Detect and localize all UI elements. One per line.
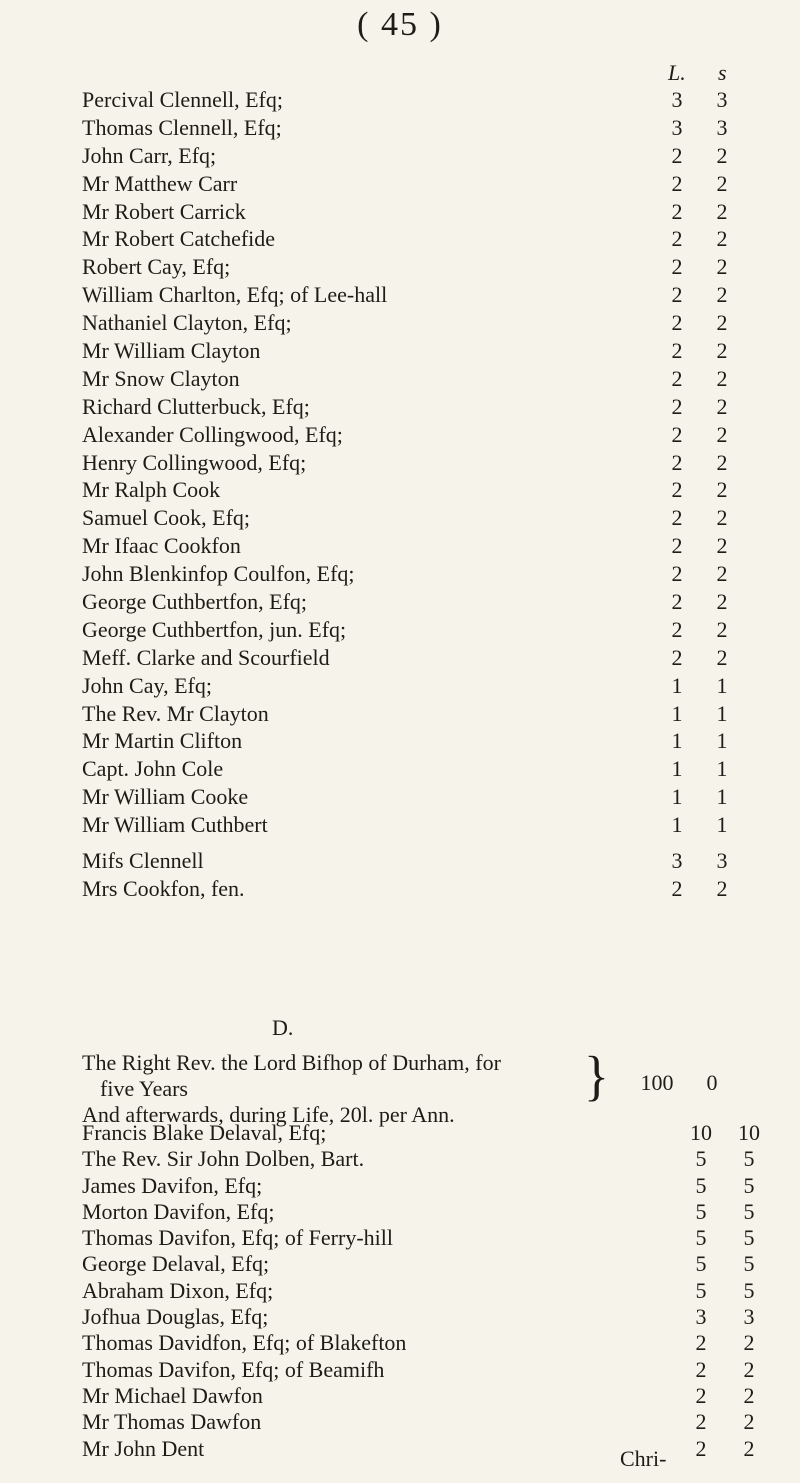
subscriber-row (82, 1172, 755, 1199)
pounds-amount: 5 (695, 1225, 707, 1251)
subscriber-name: Thomas Clennell, Efq; (82, 114, 282, 140)
subscriber-row (82, 1382, 755, 1409)
subscriber-name: Thomas Davifon, Efq; of Beamifh (82, 1356, 385, 1382)
pounds-amount: 2 (671, 505, 683, 531)
shillings-amount: 2 (716, 282, 728, 308)
subscriber-row (82, 114, 728, 142)
shillings-amount: 2 (716, 561, 728, 587)
subscriber-name: George Cuthbertfon, Efq; (82, 589, 308, 615)
subscriber-row (82, 755, 728, 783)
shillings-amount: 3 (743, 1304, 755, 1330)
subscriber-row (82, 616, 728, 644)
pounds-amount: 3 (671, 114, 683, 140)
bishop-pounds: 100 (640, 1070, 674, 1095)
subscriber-name: Mr Ifaac Cookfon (82, 533, 241, 559)
subscriber-row (82, 476, 728, 504)
pounds-amount: 2 (671, 393, 683, 419)
pounds-amount: 2 (671, 449, 683, 475)
bishop-shillings: 0 (706, 1070, 718, 1095)
shillings-amount: 1 (716, 784, 728, 810)
shillings-amount: 5 (743, 1146, 755, 1172)
subscriber-row (82, 1304, 755, 1330)
pounds-amount: 5 (695, 1198, 707, 1224)
pounds-amount: 1 (671, 672, 683, 698)
subscriber-row (82, 783, 728, 811)
subscriber-name: Mr Michael Dawfon (82, 1382, 263, 1408)
bishop-entry-line: And afterwards, during Life, 20l. per Ann. (82, 1102, 455, 1127)
subscriber-name: Mr Robert Catchefide (82, 226, 276, 252)
subscriber-row (82, 1356, 755, 1383)
pounds-amount: 5 (695, 1146, 707, 1172)
subscriber-name: Mr William Clayton (82, 338, 261, 364)
subscriber-name: Jofhua Douglas, Efq; (82, 1304, 269, 1330)
subscriber-row (82, 449, 728, 477)
subscriber-row (82, 281, 728, 309)
subscriber-name: John Blenkinfop Coulfon, Efq; (82, 561, 355, 587)
shillings-amount: 3 (716, 114, 728, 140)
subscriber-name: Francis Blake Delaval, Efq; (82, 1120, 327, 1145)
subscriber-name: Mr Thomas Dawfon (82, 1409, 262, 1435)
pounds-amount: 1 (671, 700, 683, 726)
shillings-amount: 2 (716, 875, 728, 901)
pounds-amount: 5 (695, 1172, 707, 1198)
shillings-amount: 1 (716, 756, 728, 782)
subscriber-row (82, 1198, 755, 1225)
subscriber-name: John Carr, Efq; (82, 142, 217, 168)
subscriber-row (82, 644, 728, 672)
pounds-amount: 1 (671, 784, 683, 810)
subscriber-row (82, 504, 728, 532)
subscriber-row (82, 225, 728, 253)
pounds-amount: 2 (671, 226, 683, 252)
shillings-amount: 2 (716, 254, 728, 280)
subscriber-row (82, 560, 728, 588)
shillings-amount: 2 (716, 589, 728, 615)
subscriber-name: Mifs Clennell (82, 848, 204, 874)
pounds-amount: 2 (671, 875, 683, 901)
pounds-amount: 1 (671, 812, 683, 838)
subscriber-name: James Davifon, Efq; (82, 1172, 263, 1198)
shillings-amount: 2 (716, 421, 728, 447)
subscriber-name: The Rev. Mr Clayton (82, 700, 269, 726)
subscriber-name: Morton Davifon, Efq; (82, 1198, 275, 1224)
subscriber-name: Mr Matthew Carr (82, 170, 238, 196)
pounds-amount: 2 (671, 310, 683, 336)
shillings-amount: 2 (716, 365, 728, 391)
pounds-amount: 2 (695, 1435, 707, 1461)
subscriber-row (82, 421, 728, 449)
subscriber-row (82, 142, 728, 170)
subscriber-row (82, 1225, 755, 1251)
subscriber-row (82, 875, 728, 903)
subscriber-name: William Charlton, Efq; of Lee-hall (82, 282, 388, 308)
pounds-amount: 1 (671, 728, 683, 754)
shillings-amount: 2 (716, 616, 728, 642)
pounds-amount: 10 (690, 1120, 712, 1145)
shillings-amount: 2 (716, 449, 728, 475)
pounds-amount: 2 (695, 1330, 707, 1356)
subscriber-row (82, 393, 728, 421)
pounds-amount: 2 (671, 198, 683, 224)
shillings-amount: 2 (716, 644, 728, 670)
subscriber-name: Mr Ralph Cook (82, 477, 221, 503)
subscriber-name: Abraham Dixon, Efq; (82, 1277, 274, 1303)
shillings-amount: 1 (716, 728, 728, 754)
pounds-amount: 2 (671, 365, 683, 391)
subscriber-row (82, 1409, 755, 1435)
shillings-amount: 5 (743, 1251, 755, 1277)
subscriber-row (82, 811, 728, 839)
subscriber-name: Nathaniel Clayton, Efq; (82, 310, 292, 336)
subscriber-name: Mr Robert Carrick (82, 198, 246, 224)
subscriber-name: Mr William Cuthbert (82, 812, 268, 838)
subscriber-name: Mr Martin Clifton (82, 728, 243, 754)
shillings-amount: 2 (716, 142, 728, 168)
bishop-entry-line: five Years (100, 1076, 188, 1101)
subscriber-row (82, 727, 728, 755)
subscriber-name: Richard Clutterbuck, Efq; (82, 393, 310, 419)
pounds-amount: 2 (671, 616, 683, 642)
shillings-amount: 1 (716, 700, 728, 726)
subscriber-row (82, 1251, 755, 1277)
subscriber-name: The Rev. Sir John Dolben, Bart. (82, 1146, 365, 1172)
subscriber-name: Mrs Cookfon, fen. (82, 875, 245, 901)
shillings-column-header: s (718, 60, 727, 85)
pounds-amount: 2 (671, 421, 683, 447)
pounds-amount: 5 (695, 1277, 707, 1303)
subscriber-name: John Cay, Efq; (82, 672, 212, 698)
shillings-amount: 2 (716, 393, 728, 419)
subscriber-name: Mr John Dent (82, 1435, 205, 1461)
shillings-amount: 2 (743, 1330, 755, 1356)
subscriber-name: George Cuthbertfon, jun. Efq; (82, 616, 347, 642)
shillings-amount: 2 (716, 533, 728, 559)
subscriber-list-c (82, 86, 728, 903)
shillings-amount: 10 (738, 1120, 760, 1145)
subscriber-name: Samuel Cook, Efq; (82, 505, 251, 531)
shillings-amount: 3 (716, 87, 728, 112)
subscriber-row (82, 253, 728, 281)
pounds-amount: 2 (671, 477, 683, 503)
pounds-amount: 2 (671, 589, 683, 615)
subscriber-row (82, 847, 728, 875)
pounds-amount: 3 (671, 848, 683, 874)
subscriber-row (82, 1277, 755, 1304)
subscriber-name: Thomas Davifon, Efq; of Ferry-hill (82, 1225, 393, 1251)
subscriber-name: Thomas Davidfon, Efq; of Blakefton (82, 1330, 407, 1356)
subscriber-row (82, 1330, 755, 1356)
section-letter-d: D. (272, 1015, 294, 1040)
shillings-amount: 2 (743, 1409, 755, 1435)
pounds-amount: 2 (671, 561, 683, 587)
subscriber-name: Mr Snow Clayton (82, 365, 240, 391)
pounds-column-header: L. (668, 60, 686, 85)
subscriber-name: Meff. Clarke and Scourfield (82, 644, 330, 670)
shillings-amount: 2 (716, 338, 728, 364)
pounds-amount: 2 (671, 142, 683, 168)
shillings-amount: 1 (716, 672, 728, 698)
shillings-amount: 1 (716, 812, 728, 838)
shillings-amount: 2 (716, 505, 728, 531)
subscriber-name: Robert Cay, Efq; (82, 254, 231, 280)
subscriber-row (82, 700, 728, 728)
pounds-amount: 2 (671, 533, 683, 559)
shillings-amount: 2 (716, 226, 728, 252)
shillings-amount: 5 (743, 1277, 755, 1303)
pounds-amount: 1 (671, 756, 683, 782)
shillings-amount: 2 (716, 198, 728, 224)
shillings-amount: 2 (743, 1382, 755, 1408)
subscriber-row (82, 672, 728, 700)
shillings-amount: 5 (743, 1225, 755, 1251)
pounds-amount: 2 (671, 644, 683, 670)
pounds-amount: 2 (671, 170, 683, 196)
shillings-amount: 5 (743, 1172, 755, 1198)
shillings-amount: 2 (716, 310, 728, 336)
subscriber-row (82, 532, 728, 560)
subscriber-name: Percival Clennell, Efq; (82, 87, 283, 112)
shillings-amount: 3 (716, 848, 728, 874)
subscriber-row (82, 86, 728, 114)
subscriber-name: Capt. John Cole (82, 756, 224, 782)
subscriber-list-d (82, 1120, 760, 1462)
pounds-amount: 2 (695, 1382, 707, 1408)
brace-symbol: } (584, 1046, 609, 1107)
subscriber-name: George Delaval, Efq; (82, 1251, 270, 1277)
pounds-amount: 2 (671, 282, 683, 308)
page-header: ( 45 ) (357, 6, 443, 43)
subscriber-row (82, 1146, 755, 1172)
pounds-amount: 3 (695, 1304, 707, 1330)
pounds-amount: 2 (695, 1409, 707, 1435)
catchword: Chri- (620, 1446, 667, 1471)
subscriber-row (82, 588, 728, 616)
shillings-amount: 2 (743, 1356, 755, 1382)
pounds-amount: 3 (671, 87, 683, 112)
subscriber-row (82, 1120, 760, 1146)
subscriber-row (82, 309, 728, 337)
subscriber-row (82, 365, 728, 393)
pounds-amount: 5 (695, 1251, 707, 1277)
shillings-amount: 2 (716, 170, 728, 196)
bishop-entry-line: The Right Rev. the Lord Bifhop of Durham, for (82, 1050, 501, 1075)
subscriber-row (82, 170, 728, 198)
shillings-amount: 2 (743, 1435, 755, 1461)
pounds-amount: 2 (671, 254, 683, 280)
bishop-entry (82, 1050, 501, 1128)
pounds-amount: 2 (695, 1356, 707, 1382)
shillings-amount: 2 (716, 477, 728, 503)
subscriber-row (82, 337, 728, 365)
pounds-amount: 2 (671, 338, 683, 364)
subscriber-name: Mr William Cooke (82, 784, 249, 810)
subscriber-name: Alexander Collingwood, Efq; (82, 421, 343, 447)
shillings-amount: 5 (743, 1198, 755, 1224)
subscriber-name: Henry Collingwood, Efq; (82, 449, 307, 475)
subscriber-row (82, 198, 728, 226)
